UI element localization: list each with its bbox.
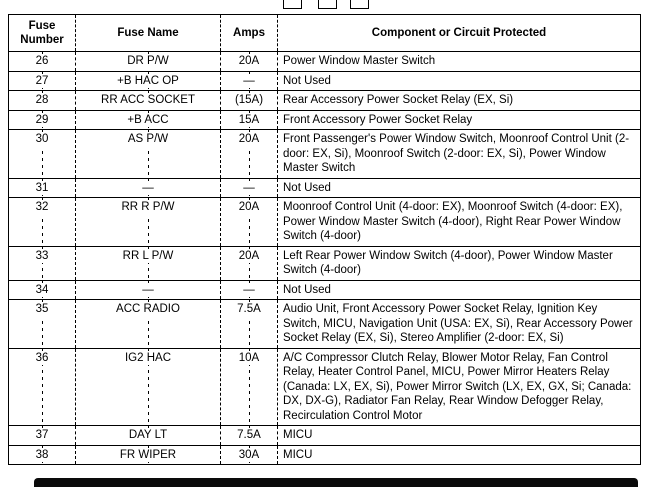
header-fuse-name: Fuse Name [76, 15, 221, 52]
amps-value: 20A [235, 132, 263, 147]
fuse-number-cell [9, 445, 76, 465]
fuse-name-cell [76, 130, 221, 179]
amps-cell [221, 348, 278, 426]
header-fuse-number [9, 15, 76, 52]
fuse-number-cell [9, 91, 76, 111]
amps-cell [221, 280, 278, 300]
fuse-number: 30 [32, 132, 53, 147]
component-cell: MICU [278, 445, 641, 465]
amps-cell [221, 71, 278, 91]
fuse-name-cell [76, 246, 221, 280]
fuse-name: RR ACC SOCKET [97, 93, 199, 108]
cropped-figure-box [350, 0, 369, 9]
fuse-number: 27 [32, 74, 53, 89]
header-component: Component or Circuit Protected [278, 15, 641, 52]
table-row [9, 445, 641, 465]
fuse-number: 33 [32, 249, 53, 264]
amps-value: — [239, 74, 259, 89]
amps-cell [221, 52, 278, 72]
table-row [9, 246, 641, 280]
fuse-number-cell [9, 178, 76, 198]
header-fuse-number-line2: Number [20, 34, 64, 46]
amps-value: 20A [235, 54, 263, 69]
header-fuse-number-line1: Fuse [28, 20, 56, 32]
fuse-name: +B ACC [123, 113, 172, 128]
fuse-name-cell [76, 198, 221, 247]
fuse-name-cell [76, 426, 221, 446]
component-cell: Not Used [278, 280, 641, 300]
component-cell: Not Used [278, 178, 641, 198]
cropped-figure-box [283, 0, 302, 9]
cropped-figure-box [318, 0, 337, 9]
fuse-name-cell [76, 178, 221, 198]
fuse-number: 34 [32, 283, 53, 298]
amps-value: 7.5A [233, 302, 265, 317]
fuse-number-cell [9, 198, 76, 247]
amps-cell [221, 426, 278, 446]
fuse-number-cell [9, 130, 76, 179]
fuse-name-cell [76, 348, 221, 426]
table-row [9, 110, 641, 130]
fuse-name-cell [76, 52, 221, 72]
table-row [9, 280, 641, 300]
fuse-name: +B HAC OP [113, 74, 183, 89]
fuse-number-cell [9, 426, 76, 446]
amps-cell [221, 198, 278, 247]
fuse-name: IG2 HAC [121, 351, 175, 366]
fuse-name: AS P/W [124, 132, 172, 147]
header-row [9, 15, 641, 52]
component-cell: Audio Unit, Front Accessory Power Socket Relay, Ignition Key Switch, MICU, Navigation Unit (USA: EX, Si), Rear Accessory Power Socket Relay (EX, Si), Stereo Amplifier (2-door: EX, Si) [278, 300, 641, 349]
fuse-number: 36 [32, 351, 53, 366]
fuse-name: — [138, 283, 158, 298]
amps-cell [221, 445, 278, 465]
fuse-number: 26 [32, 54, 53, 69]
fuse-name-cell [76, 300, 221, 349]
fuse-number-cell [9, 300, 76, 349]
table-row [9, 348, 641, 426]
amps-value: 20A [235, 249, 263, 264]
cropped-bottom-bar [34, 478, 638, 487]
fuse-name: RR L P/W [119, 249, 178, 264]
table-row [9, 52, 641, 72]
amps-cell [221, 178, 278, 198]
amps-cell [221, 91, 278, 111]
header-amps: Amps [221, 15, 278, 52]
fuse-name-cell [76, 71, 221, 91]
fuse-number-cell [9, 246, 76, 280]
component-cell: Power Window Master Switch [278, 52, 641, 72]
component-cell: Left Rear Power Window Switch (4-door), Power Window Master Switch (4-door) [278, 246, 641, 280]
fuse-number: 38 [32, 448, 53, 463]
fuse-name-cell [76, 110, 221, 130]
amps-cell [221, 110, 278, 130]
amps-cell [221, 130, 278, 179]
amps-value: 30A [235, 448, 263, 463]
fuse-number-cell [9, 110, 76, 130]
fuse-name: DAY LT [125, 428, 171, 443]
table-row [9, 198, 641, 247]
fuse-name: — [138, 181, 158, 196]
fuse-number: 35 [32, 302, 53, 317]
component-cell: MICU [278, 426, 641, 446]
fuse-table [8, 14, 641, 465]
table-row [9, 71, 641, 91]
component-cell: Front Passenger's Power Window Switch, Moonroof Control Unit (2-door: EX, Si), Moonroof Switch (2-door: EX, Si), Power Window Master Switch [278, 130, 641, 179]
amps-value: 10A [235, 351, 263, 366]
table-row [9, 91, 641, 111]
fuse-name-cell [76, 91, 221, 111]
fuse-name: DR P/W [123, 54, 173, 69]
fuse-name: ACC RADIO [112, 302, 184, 317]
fuse-number: 28 [32, 93, 53, 108]
fuse-number: 31 [32, 181, 53, 196]
fuse-name: RR R P/W [117, 200, 178, 215]
component-cell: A/C Compressor Clutch Relay, Blower Motor Relay, Fan Control Relay, Heater Control Panel, MICU, Power Mirror Heaters Relay (Canada: LX, EX, Si), Power Mirror Switch (LX, EX, GX, Si; Canada: DX, DX-G), Radiator Fan Relay, Rear Window Defogger Relay, Recirculation Control Motor [278, 348, 641, 426]
fuse-name-cell [76, 280, 221, 300]
amps-cell [221, 246, 278, 280]
amps-value: — [239, 283, 259, 298]
component-cell: Rear Accessory Power Socket Relay (EX, Si) [278, 91, 641, 111]
fuse-number: 29 [32, 113, 53, 128]
amps-value: 20A [235, 200, 263, 215]
fuse-name: FR WIPER [116, 448, 180, 463]
fuse-number: 37 [32, 428, 53, 443]
amps-value: (15A) [231, 93, 267, 108]
component-cell: Front Accessory Power Socket Relay [278, 110, 641, 130]
amps-value: 15A [235, 113, 263, 128]
table-row [9, 426, 641, 446]
amps-value: — [239, 181, 259, 196]
component-cell: Moonroof Control Unit (4-door: EX), Moonroof Switch (4-door: EX), Power Window Master Switch (4-door), Right Rear Power Window Switch (4-door) [278, 198, 641, 247]
fuse-number-cell [9, 52, 76, 72]
fuse-number-cell [9, 280, 76, 300]
fuse-number-cell [9, 348, 76, 426]
table-row [9, 130, 641, 179]
table-row [9, 178, 641, 198]
table-row [9, 300, 641, 349]
fuse-name-cell [76, 445, 221, 465]
amps-value: 7.5A [233, 428, 265, 443]
amps-cell [221, 300, 278, 349]
fuse-number: 32 [32, 200, 53, 215]
component-cell: Not Used [278, 71, 641, 91]
fuse-number-cell [9, 71, 76, 91]
